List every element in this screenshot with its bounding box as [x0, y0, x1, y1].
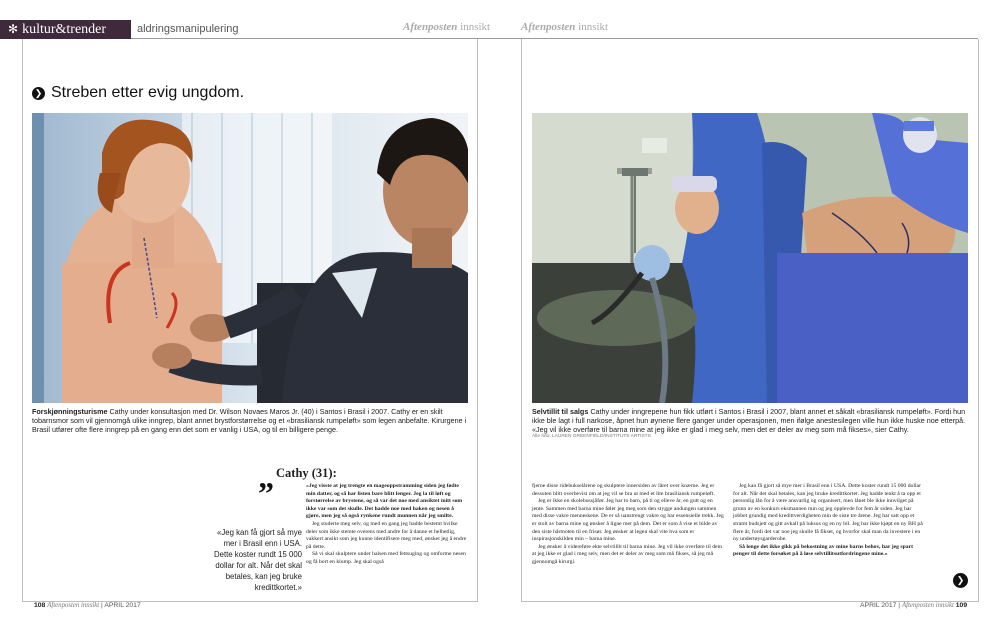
footer-brand-left: Aftenposten innsikt — [47, 602, 100, 609]
paragraph: Jeg studerte meg selv, og med en gang jeg hadde bestemt hvilke deler som ikke stemte overens med andre for å danne et helhetlig, vakkert ansikt som jeg kunne identifisere meg med, ønsket jeg å endre på dette. — [306, 520, 467, 550]
footer-brand-right: Aftenposten innsikt — [901, 602, 954, 609]
paragraph — [306, 483, 467, 521]
section-tag — [0, 20, 131, 39]
paragraph: Så vi skal skulptere under halsen med fettsuging og omforme nesen og få bort en klump. Jeg skal også — [306, 551, 466, 565]
brand-left-bold: Aftenposten — [403, 21, 458, 33]
body-column-middle — [532, 483, 725, 567]
consultation-photo — [32, 113, 468, 403]
pull-quote: «Jeg kan få gjort så mye mer i Brasil enn i USA. Dette koster rundt 15 000 dollar for alt. Når det skal betales, kan jeg bruke kredittkortet.» — [214, 528, 302, 592]
caption-right-text: Cathy under inngrepene hun fikk utført i Santos i Brasil i 2007, blant annet et såkalt «brasiliansk rumpeløft». Fordi hun ikke ble lagt i full narkose, åpnet hun øynene flere ganger under operasjonen, men ifølge anestesilegen ville hun ikke huske noe etterpå. «Jeg vil ikke overføre til barna mine at jeg ikke er glad i meg selv, men det er deler av meg som må fikses», sier Cathy. — [532, 407, 966, 434]
caption-right — [532, 407, 968, 434]
paragraph: fjerne disse ridebukselårene og skulptere innersiden av låret over knærne. Jeg er dessuten blitt overbevist om at jeg vil se bra ut med et lite brasiliansk rumpeløft. — [532, 483, 715, 497]
top-bar — [0, 20, 1000, 39]
paragraph — [733, 544, 926, 559]
footer-left: 108 Aftenposten innsikt | APRIL 2017 — [34, 602, 141, 609]
closing-paragraph: Så lenge det ikke gikk på bekostning av mine barns behov, har jeg spart penger til dette forsøket på å løse selvtillitsutfordringene mine.» — [733, 543, 914, 558]
asterisk-icon: ✻ — [8, 22, 19, 36]
caption-left-text: Cathy under konsultasjon med Dr. Wilson Novaes Maros Jr. (40) i Santos i Brasil i 2007. Cathy er en skilt tobarnsmor som vil gjennomgå ulike inngrep, blant annet brystforstørrelse og et «brasiliansk rumpeløft» som legen anbefalte. Kirurgene i Brasil utfører ofte flere inngrep på en gang enn det som er vanlig i USA, og til en billigere penge. — [32, 407, 467, 434]
brand-logo-left — [403, 21, 490, 33]
brand-right-light: innsikt — [578, 21, 609, 33]
caption-left — [32, 407, 468, 434]
headline-text: Streben etter evig ungdom. — [51, 84, 245, 101]
footer-date-right: APRIL 2017 — [860, 602, 897, 609]
caption-left-title: Forskjønningsturisme — [32, 407, 108, 416]
caption-right-title: Selvtillit til salgs — [532, 407, 589, 416]
body-column-right — [733, 483, 926, 559]
brand-right-bold: Aftenposten — [521, 21, 576, 33]
paragraph: Jeg ønsker å videreføre ekte selvtillit til barna mine. Jeg vil ikke overføre til dem at jeg ikke er glad i meg selv, men det er deler av meg som må fikses, så jeg må gjennomgå kirurgi. — [532, 543, 722, 565]
paragraph: Jeg kan få gjort så mye mer i Brasil enn i USA. Dette koster rundt 15 000 dollar for alt. Når det skal betales, kan jeg bruke kredittkortet. Jeg hadde tenkt å ta opp et personlig lån for å være ansvarlig og organisert, men lånet ble ikke innvilget på grunn av en konkurs eksmannen min og jeg opplevde for fem år siden. Jeg har jobbet grundig med kredittverdigheten min de siste tre årene. Jeg har satt opp et stramt budsjett og gitt avkall på luksus og en ny bil. Jeg har ikke kjøpt en ny BH på flere år, fordi det var noe jeg skulle få fikset, og hvorfor skal man da investere i en ny undertøysgarderobe. — [733, 483, 923, 543]
page-number-right: 109 — [955, 602, 968, 609]
arrow-bullet-icon: ❯ — [32, 87, 45, 100]
body-column-left — [306, 483, 467, 567]
brand-left-light: innsikt — [460, 21, 491, 33]
photo-credit: Alle foto: LAUREN GREENFIELD/INSTITUTE ARTISTS — [532, 434, 651, 439]
quote-mark-icon: ” — [258, 475, 274, 511]
brand-logo-right — [521, 21, 608, 33]
subsection-label: aldringsmanipulering — [137, 23, 239, 35]
page-number-left: 108 — [34, 602, 46, 609]
section-label: kultur&trender — [22, 22, 107, 37]
next-page-arrow-icon[interactable]: ❯ — [953, 573, 968, 588]
lead-paragraph: «Jeg visste at jeg trengte en mageoppstramming siden jeg fødte min datter, og så har listen bare blitt lenger. Jeg la til løft og forstørrelse av brystene, og så var det noe med ansiktet mitt som ikke var som det skulle. Det hadde noe med haken og nesen å gjøre, men jeg så også rynkene rundt munnen når jeg smilte. — [306, 483, 463, 520]
interview-title: Cathy (31): — [276, 466, 337, 480]
paragraph: Jeg er ikke en skolebussjåfør. Jeg har to barn, på ti og elleve år, en gutt og en jente. Sammen med barna mine føler jeg meg som den stygge andungen sammen med disse vakre menneskene. De er så uanstrengt vakre og har essensielle trekk. Jeg er stolt av barna mine og ønsker å ligne mer på dem. Det er som å vise et bilde av den siste hårmoten til en frisør. Jeg ønsker at legen skal vite hva som er inspirasjonskilden min – barna mine. — [532, 498, 724, 543]
footer-date-left: APRIL 2017 — [104, 602, 141, 609]
surgery-photo — [532, 113, 968, 403]
footer-right: APRIL 2017 | Aftenposten innsikt 109 — [860, 602, 968, 609]
headline — [32, 84, 244, 102]
